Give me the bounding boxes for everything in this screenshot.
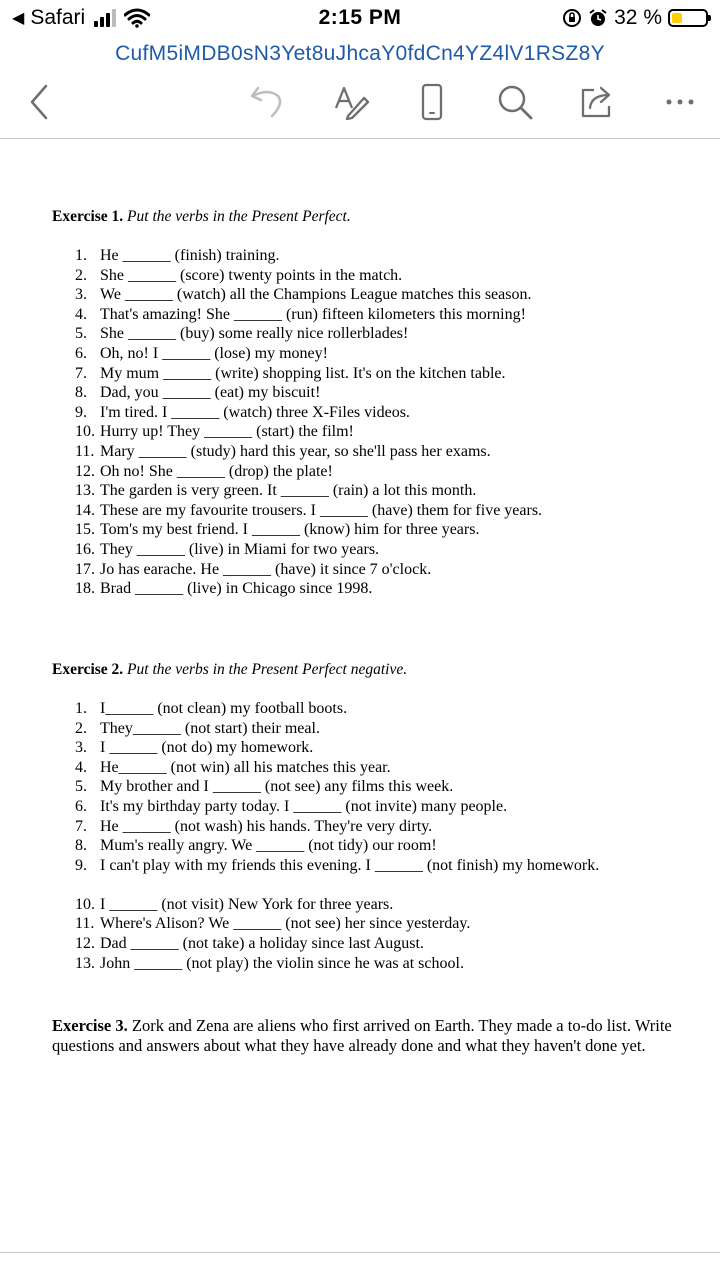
exercise-item [52,699,620,719]
exercise-item [52,738,620,758]
exercise-item [52,719,620,739]
item-number [52,579,100,599]
url-title[interactable]: CufM5iMDB0sN3Yet8uJhcaY0fdCn4YZ4lV1RSZ8Y [115,42,605,65]
item-number-text: 16. [75,540,95,558]
item-text: I'm tired. I ______ (watch) three X-Files videos. [100,403,410,421]
exercise-item [52,324,620,344]
item-number-text: 12. [75,934,95,952]
item-text: My mum ______ (write) shopping list. It's on the kitchen table. [100,364,506,382]
item-number-text: 9. [75,856,87,874]
item-number-text: 8. [75,384,87,402]
more-button[interactable] [658,80,702,124]
item-text: I can't play with my friends this evening. I ______ (not finish) my homework. [100,856,600,874]
exercise-3-text: Zork and Zena are aliens who first arrived on Earth. They made a to-do list. Write questions and answers about what they have already done and what they haven't done yet. [52,1016,672,1055]
item-number [52,540,100,560]
item-text: Oh no! She ______ (drop) the plate! [100,462,333,480]
item-number-text: 10. [75,895,95,913]
status-time: 2:15 PM [318,6,402,29]
item-number [52,934,100,954]
item-number [52,856,100,895]
item-text: Tom's my best friend. I ______ (know) him for three years. [100,521,480,539]
item-number [52,442,100,462]
item-text: I ______ (not do) my homework. [100,739,314,757]
item-number-text: 5. [75,325,87,343]
item-number [52,422,100,442]
item-text: She ______ (buy) some really nice rollerblades! [100,325,409,343]
item-number-text: 18. [75,580,95,598]
item-number [52,383,100,403]
exercise-item [52,797,620,817]
exercise-item [52,246,620,266]
item-number [52,954,100,974]
exercise-item [52,540,620,560]
item-text: He ______ (finish) training. [100,247,280,264]
item-number-text: 1. [75,247,87,264]
exercise-1-instruction: Put the verbs in the Present Perfect. [127,208,351,225]
item-number-text: 12. [75,462,95,480]
item-number [52,285,100,305]
exercise-item [52,520,620,540]
item-number [52,520,100,540]
item-text: Where's Alison? We ______ (not see) her since yesterday. [100,915,471,933]
item-number [52,797,100,817]
exercise-1-title [52,208,351,226]
document-page [0,140,720,1250]
exercise-1-list [52,246,620,599]
exercise-item [52,501,620,521]
item-text: Mary ______ (study) hard this year, so she'll pass her exams. [100,442,491,460]
item-number [52,364,100,384]
device-button[interactable] [410,80,454,124]
orientation-lock-icon [562,8,582,28]
status-right [562,6,708,30]
markup-icon [332,82,372,122]
back-button[interactable] [18,80,62,124]
exercise-item [52,954,620,974]
item-number [52,501,100,521]
exercise-item [52,383,620,403]
item-number-text: 11. [75,442,95,460]
item-number-text: 6. [75,344,87,362]
item-text: I ______ (not visit) New York for three years. [100,895,394,913]
item-text: Jo has earache. He ______ (have) it since 7 o'clock. [100,560,432,578]
item-text: She ______ (score) twenty points in the match. [100,266,403,284]
item-number-text: 5. [75,778,87,796]
exercise-item [52,560,620,580]
exercise-item [52,305,620,325]
exercise-2-instruction: Put the verbs in the Present Perfect negative. [127,661,408,678]
exercise-item [52,758,620,778]
item-number-text: 8. [75,837,87,855]
item-text: Brad ______ (live) in Chicago since 1998. [100,580,373,598]
item-number [52,403,100,423]
item-text: John ______ (not play) the violin since he was at school. [100,954,464,972]
item-number [52,560,100,580]
search-button[interactable] [493,80,537,124]
exercise-item [52,266,620,286]
exercise-1-label: Exercise 1. [52,208,124,225]
exercise-3-paragraph [52,1016,682,1056]
item-text: Oh, no! I ______ (lose) my money! [100,344,328,362]
item-number-text: 13. [75,482,95,500]
item-text: It's my birthday party today. I ______ (not invite) many people. [100,797,508,815]
item-number-text: 6. [75,797,87,815]
more-icon [660,82,700,122]
phone-icon [412,82,452,122]
item-number-text: 7. [75,364,87,382]
battery-tip [708,15,711,21]
exercise-item [52,442,620,462]
exercise-item [52,914,620,934]
item-number-text: 2. [75,719,87,737]
exercise-item [52,817,620,837]
item-number-text: 15. [75,521,95,539]
item-text: He ______ (not wash) his hands. They're very dirty. [100,817,433,835]
back-arrow-icon: ◀ [12,10,25,27]
item-text: Dad, you ______ (eat) my biscuit! [100,384,321,402]
share-icon [577,82,617,122]
item-number-text: 3. [75,739,87,757]
item-number [52,738,100,758]
item-text: Hurry up! They ______ (start) the film! [100,423,354,441]
item-number-text: 11. [75,915,95,933]
item-number-text: 4. [75,305,87,323]
item-number [52,344,100,364]
item-number [52,305,100,325]
bottom-divider [0,1252,720,1253]
item-number [52,758,100,778]
item-number [52,481,100,501]
item-text: I______ (not clean) my football boots. [100,700,348,717]
back-app-label: Safari [30,6,86,29]
share-button[interactable] [575,80,619,124]
item-number-text: 4. [75,758,87,776]
exercise-item [52,934,620,954]
exercise-item [52,403,620,423]
item-number [52,895,100,915]
exercise-item [52,285,620,305]
item-number [52,246,100,266]
undo-icon [248,82,288,122]
item-number [52,699,100,719]
item-number-text: 7. [75,817,87,835]
exercise-2-title [52,661,407,679]
item-text: They______ (not start) their meal. [100,719,320,737]
battery-level [672,13,682,23]
search-icon [495,82,535,122]
exercise-item [52,344,620,364]
exercise-item [52,462,620,482]
item-number [52,324,100,344]
item-number-text: 14. [75,501,95,519]
item-number-text: 17. [75,560,95,578]
item-number [52,817,100,837]
exercise-item [52,422,620,442]
item-text: That's amazing! She ______ (run) fifteen kilometers this morning! [100,305,526,323]
exercise-2-label: Exercise 2. [52,661,124,678]
exercise-item [52,481,620,501]
item-text: He______ (not win) all his matches this year. [100,758,391,776]
exercise-item [52,579,620,599]
item-number [52,719,100,739]
item-text: We ______ (watch) all the Champions League matches this season. [100,286,532,304]
item-number-text: 9. [75,403,87,421]
exercise-2-list [52,699,620,973]
item-text: They ______ (live) in Miami for two years. [100,540,380,558]
item-number [52,266,100,286]
markup-button[interactable] [330,80,374,124]
item-number-text: 13. [75,954,95,972]
item-number-text: 3. [75,286,87,304]
item-text: The garden is very green. It ______ (rain) a lot this month. [100,482,477,500]
item-text: These are my favourite trousers. I ______ (have) them for five years. [100,501,543,519]
toolbar [0,72,720,139]
item-number-text: 10. [75,423,95,441]
exercise-item [52,895,620,915]
exercise-item [52,856,620,895]
item-text: Dad ______ (not take) a holiday since last August. [100,934,424,952]
exercise-3-label: Exercise 3. [52,1016,128,1035]
exercise-item [52,836,620,856]
item-number [52,777,100,797]
back-icon [20,82,60,122]
item-number [52,836,100,856]
exercise-item [52,364,620,384]
status-bar [0,0,720,40]
item-number-text: 2. [75,266,87,284]
item-text: Mum's really angry. We ______ (not tidy) our room! [100,837,437,855]
undo-button[interactable] [246,80,290,124]
alarm-icon [588,8,608,28]
battery-icon [668,9,708,27]
item-number-text: 1. [75,700,87,717]
exercise-item [52,777,620,797]
item-number [52,914,100,934]
item-text: My brother and I ______ (not see) any films this week. [100,778,454,796]
battery-percent: 32 % [614,6,662,29]
item-number [52,462,100,482]
